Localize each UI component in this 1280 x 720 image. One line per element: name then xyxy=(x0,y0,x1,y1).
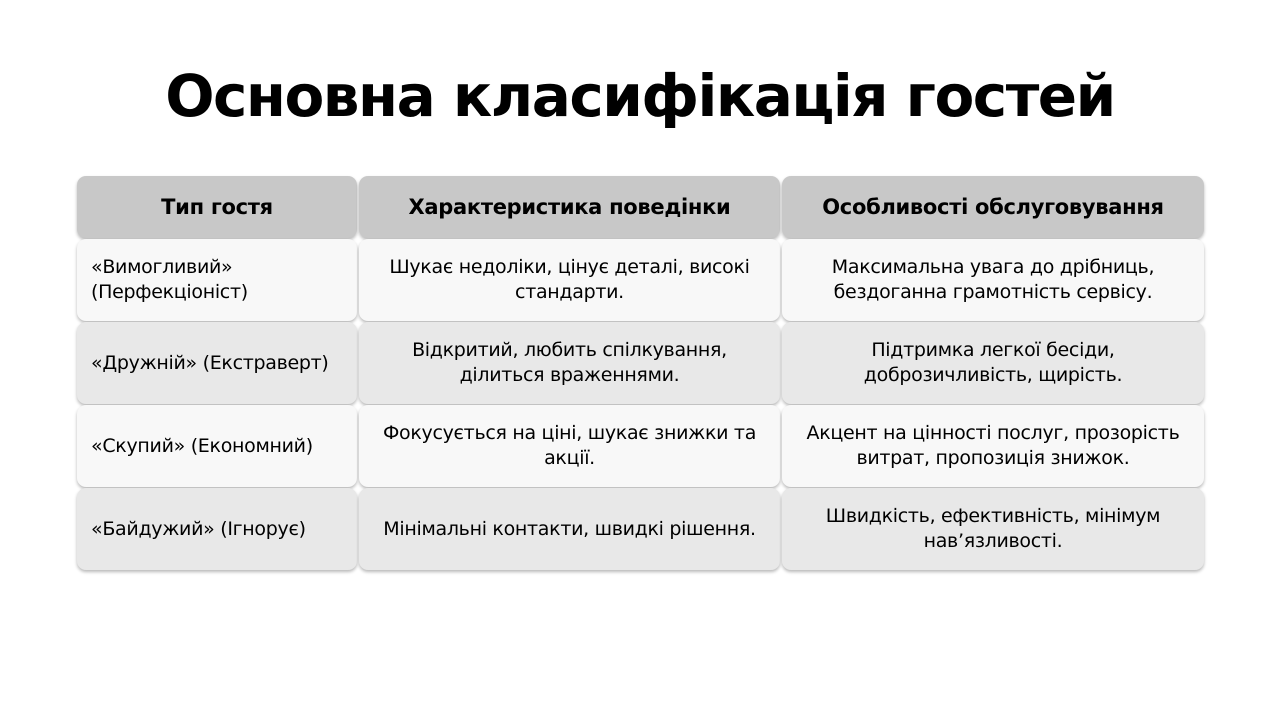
slide-title: Основна класифікація гостей xyxy=(165,62,1115,130)
row-4-behavior: Мінімальні контакти, швидкі рішення. xyxy=(359,488,780,570)
row-1-service: Максимальна увага до дрібниць, бездоганна грамотність сервісу. xyxy=(782,239,1204,321)
row-3-service: Акцент на цінності послуг, прозорість витрат, пропозиція знижок. xyxy=(782,405,1204,487)
header-guest-type: Тип гостя xyxy=(77,176,357,238)
row-2-service: Підтримка легкої бесіди, доброзичливість, щирість. xyxy=(782,322,1204,404)
guest-classification-table xyxy=(77,176,1204,570)
row-1-guest-type: «Вимогливий» (Перфекціоніст) xyxy=(77,239,357,321)
header-behavior: Характеристика поведінки xyxy=(359,176,780,238)
row-3-guest-type: «Скупий» (Економний) xyxy=(77,405,357,487)
row-1-behavior: Шукає недоліки, цінує деталі, високі стандарти. xyxy=(359,239,780,321)
header-service: Особливості обслуговування xyxy=(782,176,1204,238)
row-2-behavior: Відкритий, любить спілкування, ділиться враженнями. xyxy=(359,322,780,404)
row-3-behavior: Фокусується на ціні, шукає знижки та акції. xyxy=(359,405,780,487)
row-4-guest-type: «Байдужий» (Ігнорує) xyxy=(77,488,357,570)
row-2-guest-type: «Дружній» (Екстраверт) xyxy=(77,322,357,404)
row-4-service: Швидкість, ефективність, мінімум нав’язливості. xyxy=(782,488,1204,570)
